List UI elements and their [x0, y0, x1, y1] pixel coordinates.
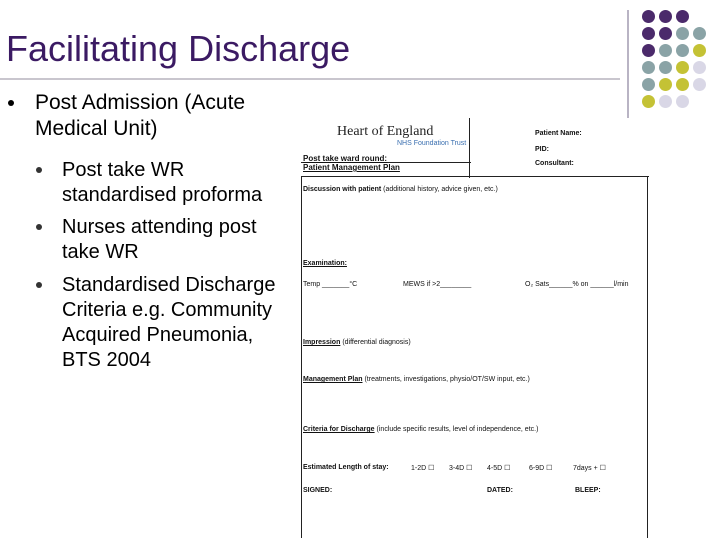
decorative-dot-grid [642, 10, 720, 120]
impression-label: Impression [303, 339, 341, 346]
proforma-image [297, 118, 652, 538]
los-option-2: 3-4D ☐ [449, 465, 473, 472]
criteria-note: (include specific results, level of independence, etc.) [376, 426, 539, 433]
los-label: Estimated Length of stay: [303, 464, 389, 471]
bullet-icon [36, 167, 42, 173]
org-logo-text: Heart of England [337, 124, 434, 139]
sub-bullet-text: Post take WR standardised proforma [62, 159, 263, 206]
org-subtitle: NHS Foundation Trust [397, 140, 467, 147]
vertical-divider [627, 10, 629, 122]
dated-label: DATED: [487, 487, 513, 494]
pid-label: PID: [535, 146, 549, 153]
o2-field: O₂ Sats______% on ______l/min [525, 281, 629, 288]
management-label: Management Plan [303, 376, 363, 383]
form-heading-1: Post take ward round: [303, 154, 388, 163]
criteria-label: Criteria for Discharge [303, 426, 375, 433]
bullet-icon [36, 282, 42, 288]
sub-bullet-text: Nurses attending post take WR [62, 216, 257, 263]
discussion-label: Discussion with patient [303, 186, 382, 193]
bullet-icon [36, 224, 42, 230]
title-divider [0, 78, 620, 80]
examination-label: Examination: [303, 260, 347, 267]
bleep-label: BLEEP: [575, 487, 601, 494]
consultant-label: Consultant: [535, 160, 574, 167]
impression-note: (differential diagnosis) [342, 339, 411, 346]
discussion-note: (additional history, advice given, etc.) [383, 186, 498, 193]
bullet-main-text: Post Admission (Acute Medical Unit) [35, 91, 246, 140]
management-note: (treatments, investigations, physio/OT/SW input, etc.) [364, 376, 530, 383]
sub-bullet-text: Standardised Discharge Criteria e.g. Community Acquired Pneumonia, BTS 2004 [62, 274, 276, 371]
los-option-1: 1-2D ☐ [411, 465, 435, 472]
los-option-3: 4-5D ☐ [487, 465, 511, 472]
los-option-4: 6-9D ☐ [529, 465, 553, 472]
patient-name-label: Patient Name: [535, 130, 582, 137]
form-heading-2: Patient Management Plan [303, 163, 400, 172]
slide-title: Facilitating Discharge [6, 28, 351, 69]
temp-field: Temp _______°C [303, 281, 358, 288]
mews-field: MEWS if >2________ [403, 281, 472, 288]
los-option-5: 7days + ☐ [573, 465, 606, 472]
signed-label: SIGNED: [303, 487, 333, 494]
bullet-icon [8, 100, 14, 106]
